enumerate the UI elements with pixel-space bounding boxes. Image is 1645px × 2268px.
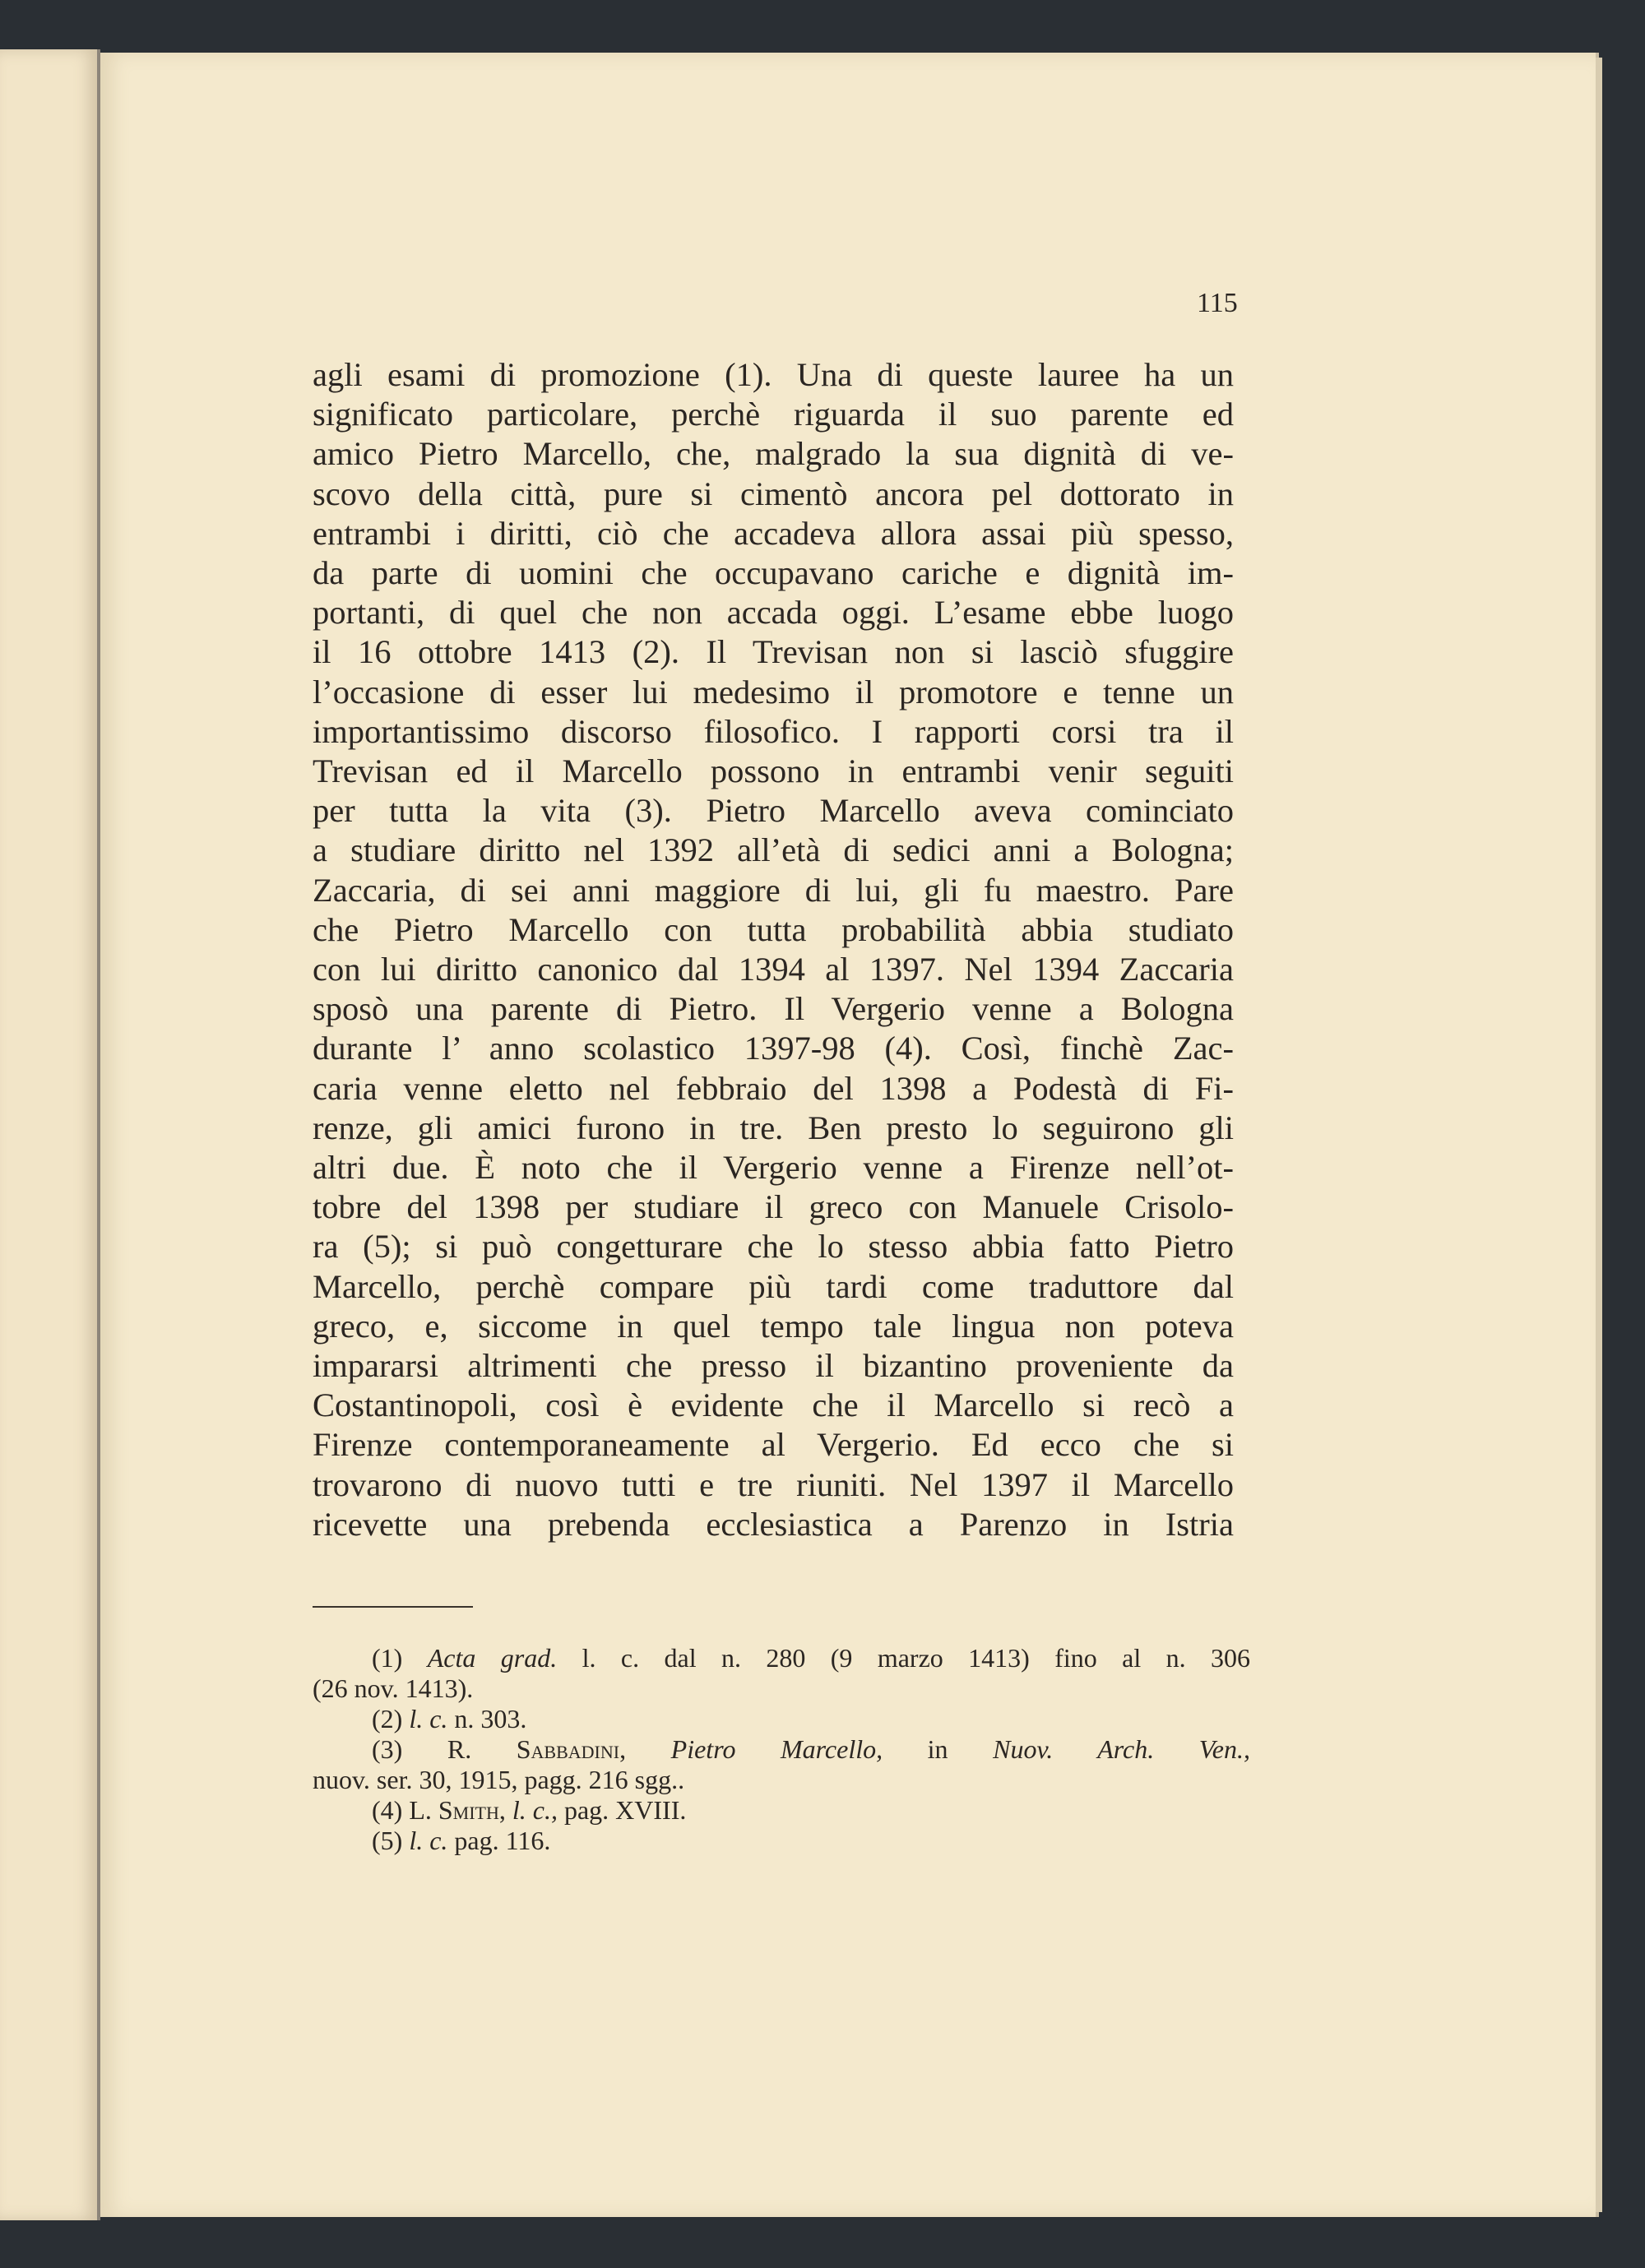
text-line: portanti, di quel che non accada oggi. L’esame ebbe luogo bbox=[313, 594, 1234, 632]
text-line: sposò una parente di Pietro. Il Vergerio venne a Bologna bbox=[313, 990, 1234, 1028]
footnote-title: Acta grad. bbox=[427, 1643, 558, 1673]
footnote-3 bbox=[313, 1734, 1250, 1765]
left-page-edge bbox=[0, 49, 100, 2220]
text-line: da parte di uomini che occupavano cariche e dignità im- bbox=[313, 554, 1234, 592]
body-text bbox=[313, 355, 1234, 1544]
text-line: greco, e, siccome in quel tempo tale lingua non poteva bbox=[313, 1307, 1234, 1345]
text-line: durante l’ anno scolastico 1397-98 (4). Così, finchè Zac- bbox=[313, 1030, 1234, 1067]
text-line: altri due. È noto che il Vergerio venne a Firenze nell’ot- bbox=[313, 1149, 1234, 1187]
footnote-author: R. Sabbadini, bbox=[447, 1734, 627, 1764]
text-line: entrambi i diritti, ciò che accadeva allora assai più spesso, bbox=[313, 514, 1234, 552]
footnote-reference: l. c. bbox=[409, 1826, 448, 1855]
text-line: tobre del 1398 per studiare il greco con Manuele Crisolo- bbox=[313, 1188, 1234, 1226]
text-line: Firenze contemporaneamente al Vergerio. Ed ecco che si bbox=[313, 1426, 1234, 1464]
text-line: Marcello, perchè compare più tardi come traduttore dal bbox=[313, 1267, 1234, 1305]
footnote-reference: l. c. bbox=[409, 1704, 448, 1733]
text-line: amico Pietro Marcello, che, malgrado la sua dignità di ve- bbox=[313, 435, 1234, 473]
text-line: a studiare diritto nel 1392 all’età di sedici anni a Bologna; bbox=[313, 831, 1234, 869]
text-line: impararsi altrimenti che presso il bizantino proveniente da bbox=[313, 1347, 1234, 1385]
footnote-5 bbox=[313, 1826, 1250, 1856]
footnote-rule bbox=[313, 1606, 473, 1608]
footnote-title: Pietro Marcello, bbox=[670, 1734, 883, 1764]
text-line: Zaccaria, di sei anni maggiore di lui, gli fu maestro. Pare bbox=[313, 871, 1234, 909]
footnotes bbox=[313, 1643, 1250, 1856]
footnote-in: in bbox=[927, 1734, 948, 1764]
footnote-number: (4) bbox=[372, 1795, 403, 1825]
footnote-number: (5) bbox=[372, 1826, 403, 1855]
footnote-text: pag. 116. bbox=[454, 1826, 551, 1855]
page-stack-edge bbox=[1596, 58, 1602, 2212]
text-line: renze, gli amici furono in tre. Ben presto lo seguirono gli bbox=[313, 1109, 1234, 1146]
footnote-3-continuation: nuov. ser. 30, 1915, pagg. 216 sgg.. bbox=[313, 1765, 685, 1794]
text-line: Costantinopoli, così è evidente che il Marcello si recò a bbox=[313, 1386, 1234, 1424]
footnote-number: (2) bbox=[372, 1704, 403, 1733]
footnote-text: n. 303. bbox=[454, 1704, 527, 1733]
page-number: 115 bbox=[1197, 288, 1238, 318]
text-line: Trevisan ed il Marcello possono in entrambi venir seguiti bbox=[313, 752, 1234, 790]
footnote-1-continuation: (26 nov. 1413). bbox=[313, 1673, 474, 1703]
text-line: per tutta la vita (3). Pietro Marcello aveva cominciato bbox=[313, 792, 1234, 830]
text-line: ricevette una prebenda ecclesiastica a Parenzo in Istria bbox=[313, 1505, 1234, 1543]
footnote-author: L. Smith, bbox=[409, 1795, 506, 1825]
footnote-1 bbox=[313, 1643, 1250, 1673]
text-line: scovo della città, pure si cimentò ancora pel dottorato in bbox=[313, 474, 1234, 512]
text-line: il 16 ottobre 1413 (2). Il Trevisan non si lasciò sfuggire bbox=[313, 633, 1234, 671]
footnote-journal: Nuov. Arch. Ven., bbox=[993, 1734, 1250, 1764]
text-line: importantissimo discorso filosofico. I rapporti corsi tra il bbox=[313, 712, 1234, 750]
text-line: l’occasione di esser lui medesimo il promotore e tenne un bbox=[313, 673, 1234, 710]
footnote-text: l. c. dal n. 280 (9 marzo 1413) fino al n. 306 bbox=[582, 1643, 1251, 1673]
text-line: trovarono di nuovo tutti e tre riuniti. Nel 1397 il Marcello bbox=[313, 1465, 1234, 1503]
footnote-number: (1) bbox=[372, 1643, 403, 1673]
footnote-text: pag. XVIII. bbox=[563, 1795, 687, 1825]
footnote-4 bbox=[313, 1795, 1250, 1826]
text-line: ra (5); si può congetturare che lo stesso abbia fatto Pietro bbox=[313, 1228, 1234, 1266]
text-line: che Pietro Marcello con tutta probabilità abbia studiato bbox=[313, 910, 1234, 948]
text-line: caria venne eletto nel febbraio del 1398 a Podestà di Fi- bbox=[313, 1069, 1234, 1107]
footnote-2 bbox=[313, 1704, 1250, 1734]
text-line: con lui diritto canonico dal 1394 al 1397. Nel 1394 Zaccaria bbox=[313, 951, 1234, 988]
footnote-number: (3) bbox=[372, 1734, 403, 1764]
footnote-reference: l. c., bbox=[512, 1795, 558, 1825]
text-line: agli esami di promozione (1). Una di queste lauree ha un bbox=[313, 356, 1234, 393]
text-line: significato particolare, perchè riguarda il suo parente ed bbox=[313, 396, 1234, 433]
